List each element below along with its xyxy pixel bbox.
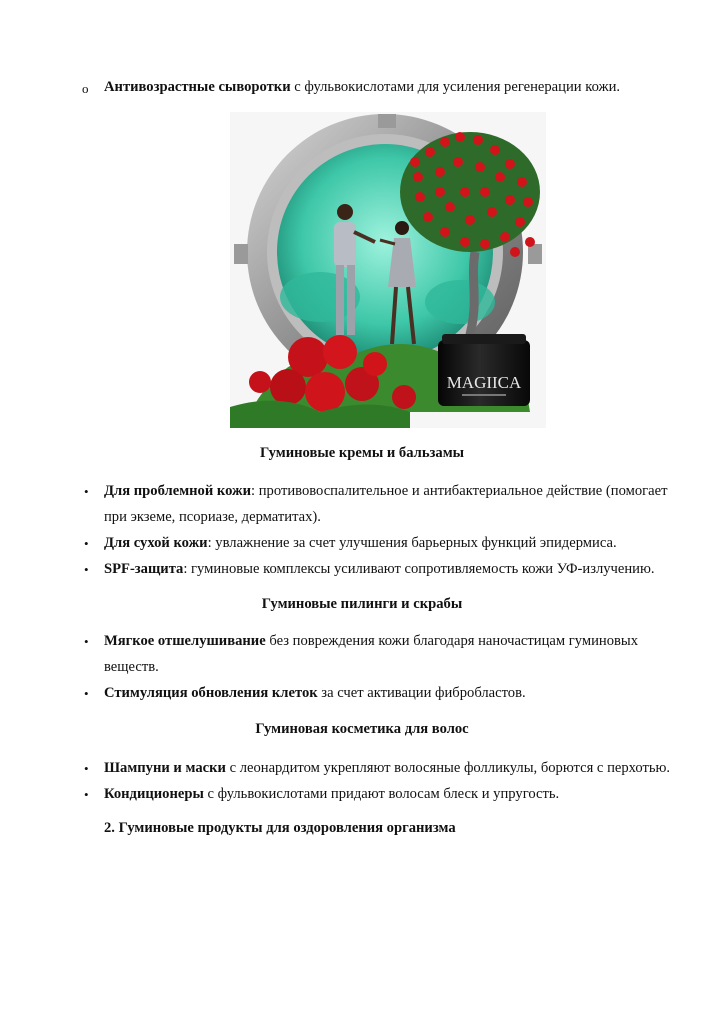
section-heading-hair: Гуминовая косметика для волос — [255, 721, 469, 737]
list-item-text: без повреждения кожи благодаря наночастицам гуминовых — [265, 633, 638, 649]
bullet: • — [84, 484, 89, 499]
list-item-continuation: веществ. — [104, 659, 159, 675]
intro-item-text: с фульвокислотами для усиления регенерации кожи. — [290, 79, 621, 95]
circle-marker: o — [82, 81, 89, 96]
list-item — [104, 683, 526, 703]
list-item-text: : увлажнение за счет улучшения барьерных функций эпидермиса. — [207, 535, 617, 551]
list-item-bold: Для сухой кожи — [104, 535, 208, 551]
list-item-text: за счет активации фибробластов. — [317, 685, 526, 701]
list-item-bold: Мягкое отшелушивание — [104, 633, 266, 649]
list-item-bold: Кондиционеры — [104, 786, 204, 802]
list-item-text: с фульвокислотами придают волосам блеск и упругость. — [203, 786, 560, 802]
bullet: • — [84, 634, 89, 649]
bullet: • — [84, 536, 89, 551]
list-item-bold: SPF-защита — [104, 561, 184, 577]
bullet: • — [84, 686, 89, 701]
list-item — [104, 481, 667, 501]
list-item-continuation: при экземе, псориазе, дерматитах). — [104, 509, 321, 525]
section-heading-peels: Гуминовые пилинги и скрабы — [261, 596, 463, 612]
list-item-text: : противовоспалительное и антибактериальное действие (помогает — [251, 483, 668, 499]
list-item — [104, 758, 670, 778]
numbered-heading: 2. Гуминовые продукты для оздоровления организма — [104, 820, 456, 836]
list-item — [104, 784, 559, 804]
intro-item — [104, 77, 620, 97]
bullet: • — [84, 787, 89, 802]
product-illustration — [230, 112, 546, 428]
jar-label: MAGIICA — [446, 373, 522, 392]
bullet: • — [84, 761, 89, 776]
list-item — [104, 559, 655, 579]
bullet: • — [84, 562, 89, 577]
list-item-text: : гуминовые комплексы усиливают сопротивляемость кожи УФ-излучению. — [183, 561, 655, 577]
intro-item-bold: Антивозрастные сыворотки — [104, 79, 291, 95]
section-heading-creams: Гуминовые кремы и бальзамы — [259, 445, 465, 461]
list-item — [104, 631, 638, 651]
list-item-bold: Стимуляция обновления клеток — [104, 685, 318, 701]
cream-jar — [438, 334, 530, 406]
list-item-bold: Шампуни и маски — [104, 760, 226, 776]
list-item-text: с леонардитом укрепляют волосяные фолликулы, борются с перхотью. — [225, 760, 671, 776]
list-item — [104, 533, 617, 553]
list-item-bold: Для проблемной кожи — [104, 483, 252, 499]
